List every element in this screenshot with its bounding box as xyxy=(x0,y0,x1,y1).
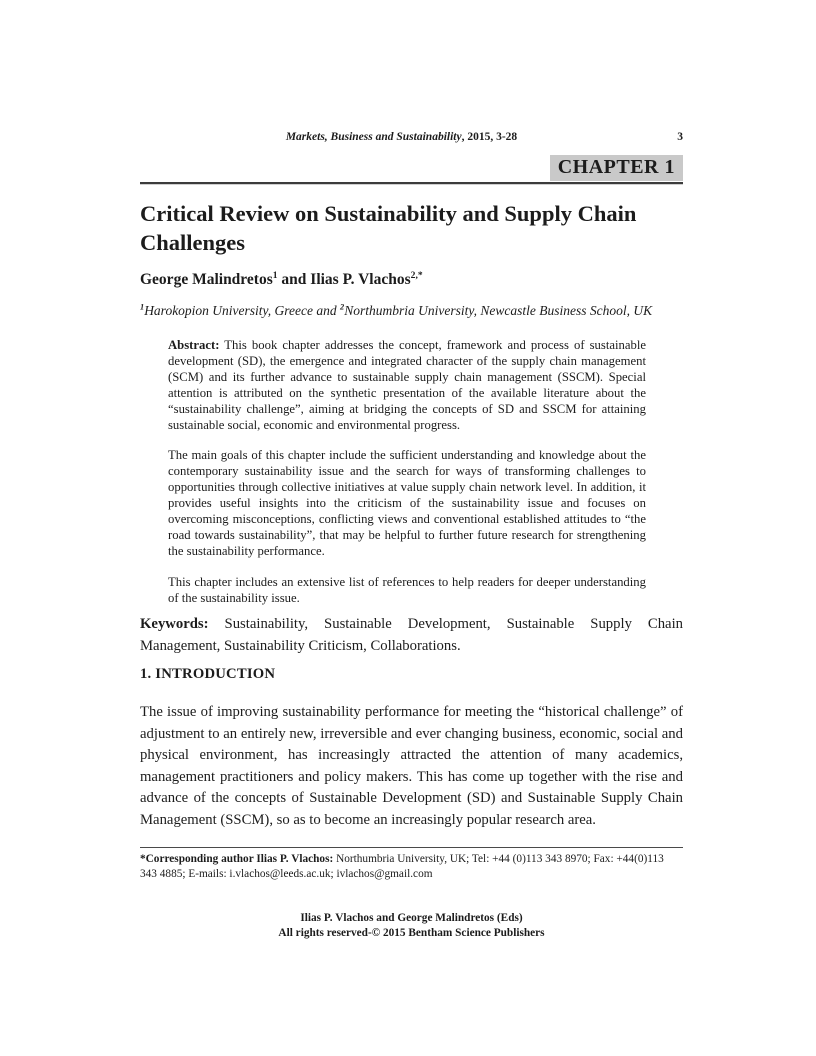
page-number: 3 xyxy=(677,131,683,143)
footer-copyright-line: All rights reserved-© 2015 Bentham Science Publishers xyxy=(278,926,545,939)
author-1-superscript: 1 xyxy=(272,269,278,281)
keywords-label: Keywords: xyxy=(140,616,209,632)
abstract-label: Abstract: xyxy=(168,338,220,352)
authors-connector: and xyxy=(277,271,311,288)
chapter-badge: CHAPTER 1 xyxy=(550,155,683,181)
running-header-title xyxy=(140,131,663,143)
keywords-block xyxy=(140,614,683,657)
abstract-paragraph-2: The main goals of this chapter include the sufficient understanding and knowledge about the contemporary sustainability issue and the search for ways of transforming challenges to opportunities through collective initiatives at value supply chain network level. In addition, it provides useful insights into the criticism of the sustainability issue and focuses on overcoming misconceptions, conflicting views and conventional established attitudes to “the road towards sustainability”, that may be helpful to further future research for strengthening the sustainability performance. xyxy=(168,448,646,558)
abstract-paragraph-1-text: This book chapter addresses the concept, framework and process of sustainable development (SD), the emergence and integrated character of the supply chain management (SCM) and its further advance to sustainable supply chain management (SSCM). Special attention is attributed on the synthetic presentation of the available literature about the “sustainability challenge”, aiming at bridging the concepts of SD and SSCM for attaining sustainable social, economic and environmental progress. xyxy=(168,338,646,432)
footer-editors-line: Ilias P. Vlachos and George Malindretos (Eds) xyxy=(300,912,523,924)
affiliation-1-text: Harokopion University, Greece and xyxy=(144,303,341,318)
footnote-text: Northumbria University, UK; Tel: +44 (0)113 343 8970; Fax: +44(0)113 343 4885; E-mails: i.vlachos@leeds.ac.uk; ivlachos@gmail.com xyxy=(140,853,664,880)
section-heading-introduction: 1. INTRODUCTION xyxy=(140,666,276,682)
affiliation-1-superscript: 1 xyxy=(140,302,145,312)
authors-line xyxy=(140,271,683,289)
author-2-superscript: 2,* xyxy=(410,269,423,281)
journal-name: Markets, Business and Sustainability xyxy=(285,131,462,143)
author-2-name: Ilias P. Vlachos xyxy=(310,271,411,288)
author-1-name: George Malindretos xyxy=(140,271,273,288)
book-footer xyxy=(140,911,683,940)
abstract-block xyxy=(168,338,646,607)
chapter-title: Critical Review on Sustainability and Supply Chain Challenges xyxy=(140,201,637,255)
footnote-rule xyxy=(140,847,683,848)
running-header xyxy=(140,131,683,143)
keywords-text: Sustainability, Sustainable Development, Sustainable Supply Chain Management, Sustainability Criticism, Collaborations. xyxy=(140,616,683,654)
corresponding-author-footnote xyxy=(140,852,683,881)
footnote-label: *Corresponding author Ilias P. Vlachos: xyxy=(140,853,334,865)
abstract-paragraph-3: This chapter includes an extensive list of references to help readers for deeper understanding of the sustainability issue. xyxy=(168,574,646,605)
abstract-paragraph-1 xyxy=(168,338,646,433)
journal-issue-info: , 2015, 3-28 xyxy=(461,131,518,143)
introduction-paragraph: The issue of improving sustainability performance for meeting the “historical challenge” of adjustment to an entirely new, irreversible and ever changing business, economic, social and physical environment, has increasingly attracted the attention of many academics, management practitioners and policy makers. This has come up together with the rise and advance of the concepts of Sustainable Development (SD) and Sustainable Supply Chain Management (SSCM), so as to become an increasingly popular research area. xyxy=(140,704,683,828)
affiliation-2-text: Northumbria University, Newcastle Business School, UK xyxy=(344,303,653,318)
affiliation-2-superscript: 2 xyxy=(340,302,345,312)
header-rule xyxy=(140,182,683,185)
chapter-badge-row xyxy=(140,155,683,181)
affiliation-line xyxy=(140,303,683,319)
